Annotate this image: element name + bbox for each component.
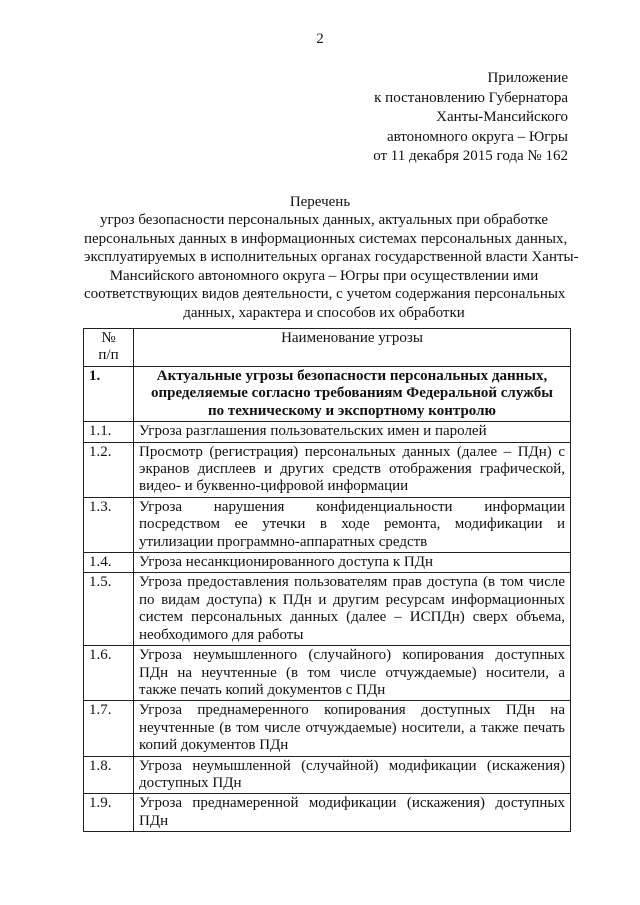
subtitle-line: Мансийского автономного округа – Югры при осуществлении ими bbox=[109, 267, 539, 284]
threat-name-line: ПДн на неучтенные (в том числе отчуждаемые) носители, а bbox=[139, 664, 565, 681]
threat-name-line: необходимого для работы bbox=[139, 626, 304, 643]
threat-name bbox=[134, 442, 571, 497]
threat-name-line: Угроза несанкционированного доступа к ПДн bbox=[139, 554, 433, 571]
threat-name-line: ПДн bbox=[139, 812, 169, 829]
threat-name bbox=[134, 573, 571, 646]
table-row bbox=[84, 573, 571, 646]
threat-name-line: Угроза разглашения пользовательских имен и паролей bbox=[139, 423, 487, 440]
document-title: Перечень bbox=[289, 194, 351, 210]
table-row bbox=[84, 701, 571, 756]
header-number-cell bbox=[84, 329, 134, 367]
table-row bbox=[84, 422, 571, 442]
subtitle-line: данных, характера и способов их обработки bbox=[183, 304, 465, 321]
subtitle-line: угроз безопасности персональных данных, актуальных при обработке bbox=[100, 212, 548, 228]
threat-name-line: экранов дисплеев и других средств отображения графической, bbox=[139, 461, 565, 478]
section-title-line: определяемые согласно требованиям Федеральной службы bbox=[150, 385, 554, 402]
header-name-cell: Наименование угрозы bbox=[134, 329, 571, 367]
appendix-line: Ханты-Мансийского bbox=[436, 109, 568, 125]
appendix-line: Приложение bbox=[487, 70, 568, 86]
threat-name-line: Угроза неумышленного (случайного) копирования доступных bbox=[139, 647, 565, 664]
threat-number: 1.4. bbox=[84, 553, 134, 573]
threat-name bbox=[134, 701, 571, 756]
table-header-row bbox=[84, 329, 571, 367]
section-number: 1. bbox=[84, 367, 134, 422]
appendix-block bbox=[373, 69, 568, 167]
section-title bbox=[134, 367, 571, 422]
document-subtitle bbox=[84, 211, 579, 322]
table-row bbox=[84, 646, 571, 701]
threat-name bbox=[134, 756, 571, 794]
section-title-line: по техническому и экспортному контролю bbox=[208, 402, 496, 419]
threat-name-line: Угроза преднамеренной модификации (искажения) доступных bbox=[139, 795, 565, 812]
appendix-line: от 11 декабря 2015 года № 162 bbox=[373, 148, 568, 164]
threat-name-line: систем персональных данных (далее – ИСПДн) сверх объема, bbox=[139, 609, 565, 626]
threat-name-line: Угроза преднамеренного копирования доступных ПДн на bbox=[139, 702, 565, 719]
subtitle-line: персональных данных в информационных системах персональных данных, bbox=[84, 230, 568, 247]
threat-number: 1.5. bbox=[84, 573, 134, 646]
threat-name-line: Просмотр (регистрация) персональных данных (далее – ПДн) с bbox=[139, 443, 565, 460]
header-number-label: п/п bbox=[98, 347, 119, 364]
threats-table bbox=[83, 328, 571, 832]
subtitle-line: эксплуатируемых в исполнительных органах государственной власти Ханты- bbox=[84, 249, 579, 265]
threat-name bbox=[134, 794, 571, 832]
threat-name bbox=[134, 646, 571, 701]
subtitle-line: соответствующих видов деятельности, с учетом содержания персональных bbox=[84, 286, 566, 302]
table-row bbox=[84, 442, 571, 497]
table-row bbox=[84, 497, 571, 552]
threat-number: 1.7. bbox=[84, 701, 134, 756]
appendix-line: к постановлению Губернатора bbox=[374, 89, 568, 106]
table-row bbox=[84, 553, 571, 573]
threat-name-line: Угроза предоставления пользователям прав доступа (в том числе bbox=[139, 574, 565, 591]
appendix-line: автономного округа – Югры bbox=[386, 128, 568, 145]
threat-number: 1.9. bbox=[84, 794, 134, 832]
threat-name-line: по видам доступа) к ПДн и другим ресурсам информационных bbox=[139, 591, 565, 608]
threat-name-line: утилизации программно-аппаратных средств bbox=[139, 533, 428, 550]
threat-number: 1.1. bbox=[84, 422, 134, 442]
section-row bbox=[84, 367, 571, 422]
threat-number: 1.2. bbox=[84, 442, 134, 497]
section-title-line: Актуальные угрозы безопасности персональных данных, bbox=[156, 368, 548, 384]
threat-number: 1.3. bbox=[84, 497, 134, 552]
threat-number: 1.6. bbox=[84, 646, 134, 701]
threat-name-line: Угроза нарушения конфиденциальности информации bbox=[139, 498, 565, 515]
threat-name-line: копий документов ПДн bbox=[139, 737, 289, 754]
page-number: 2 bbox=[316, 31, 324, 47]
threat-name-line: Угроза неумышленной (случайной) модификации (искажения) bbox=[139, 757, 565, 774]
threat-name-line: неучтенные (в том числе отчуждаемые) носители, а также печать bbox=[139, 719, 565, 736]
threat-name bbox=[134, 553, 571, 573]
threat-name bbox=[134, 497, 571, 552]
threat-name-line: также печать копий документов с ПДн bbox=[139, 681, 386, 698]
threat-name-line: посредством ее утечки в ходе ремонта, модификации и bbox=[139, 516, 565, 533]
header-number-label: № bbox=[101, 330, 116, 346]
threat-name bbox=[134, 422, 571, 442]
threat-name-line: доступных ПДн bbox=[139, 774, 242, 791]
threat-number: 1.8. bbox=[84, 756, 134, 794]
threat-name-line: видео- и буквенно-цифровой информации bbox=[139, 478, 409, 495]
table-row bbox=[84, 794, 571, 832]
table-row bbox=[84, 756, 571, 794]
